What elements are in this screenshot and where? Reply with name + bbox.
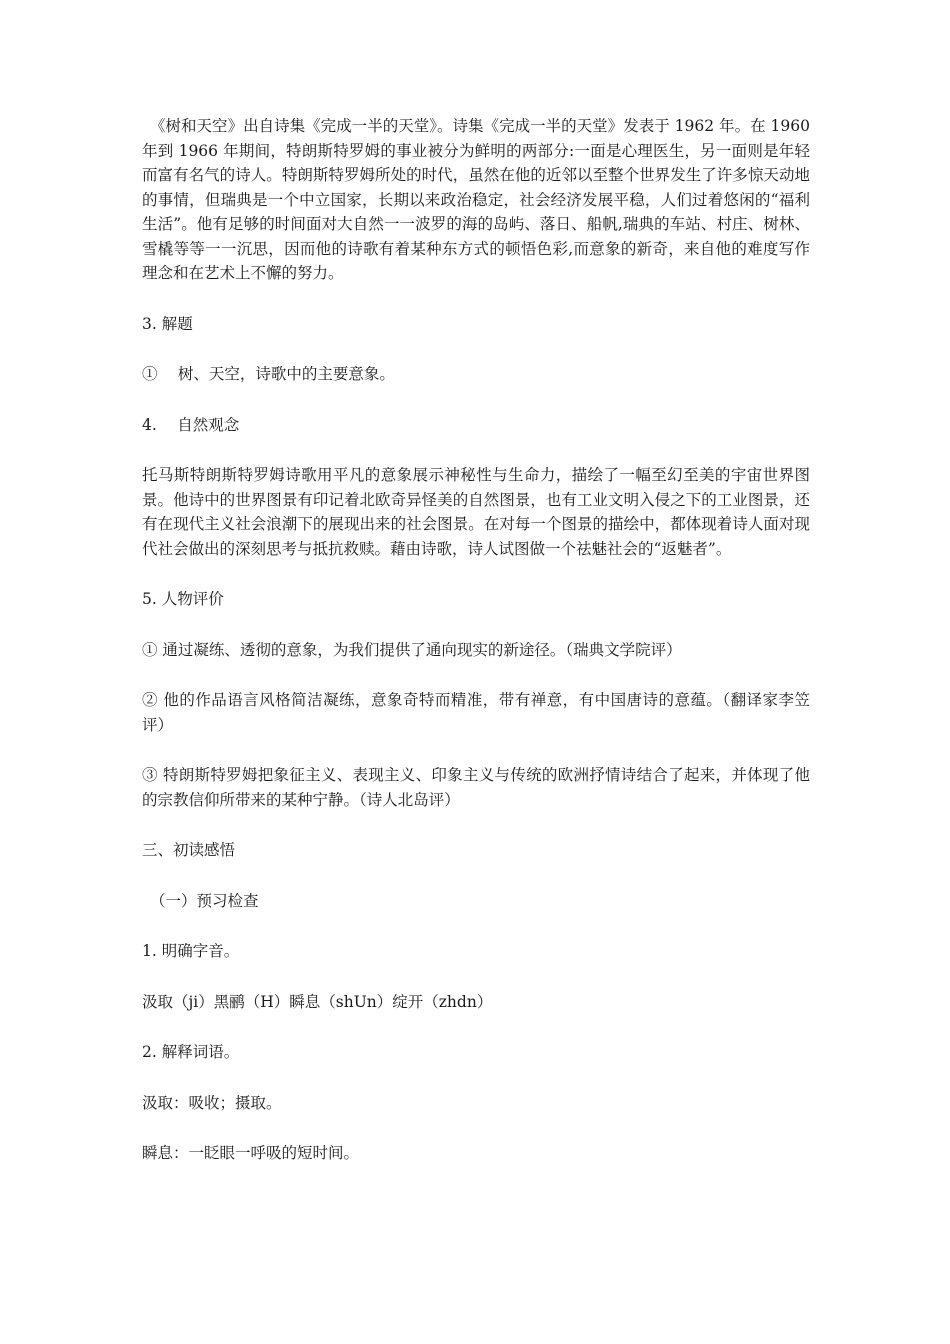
document-page [142, 114, 810, 1166]
subsection-item-heading: 1. 明确字音。 [142, 942, 240, 960]
subsection-item-heading: 2. 解释词语。 [142, 1043, 240, 1061]
subsection-heading: （一）预习检查 [150, 891, 259, 910]
intro-paragraph: 《树和天空》出自诗集《完成一半的天堂》。诗集《完成一半的天堂》发表于 1962 年。在 1960 年到 1966 年期间，特朗斯特罗姆的事业被分为鲜明的两部分:一面是心理医生，另一面则是年轻而富有名气的诗人。特朗斯特罗姆所处的时代，虽然在他的近邻以至整个世界发生了许多惊天动地的事情，但瑞典是一个中立国家，长期以来政治稳定，社会经济发展平稳，人们过着悠闲的“福利生活”。他有足够的时间面对大自然一一波罗的海的岛屿、落日、船帆,瑞典的车站、村庄、树林、雪橇等等一一沉思，因而他的诗歌有着某种东方式的顿悟色彩,而意象的新奇，来自他的难度写作理念和在艺术上不懈的努力。 [142, 117, 810, 282]
section-heading-5: 5. 人物评价 [142, 590, 224, 608]
section-heading-4: 4. 自然观念 [142, 415, 240, 434]
definition-line: 瞬息：一眨眼一呼吸的短时间。 [142, 1144, 360, 1162]
list-item: ② 他的作品语言风格简洁凝练，意象奇特而精准，带有禅意，有中国唐诗的意蕴。（翻译家李笠评） [142, 691, 810, 734]
list-item: ① 树、天空，诗歌中的主要意象。 [142, 365, 395, 383]
section-heading-3: 3. 解题 [142, 314, 193, 333]
nature-view-paragraph: 托马斯特朗斯特罗姆诗歌用平凡的意象展示神秘性与生命力，描绘了一幅至幻至美的宇宙世界图景。他诗中的世界图景有印记着北欧奇异怪美的自然图景，也有工业文明入侵之下的工业图景，还有在现代主义社会浪潮下的展现出来的社会图景。在对每一个图景的描绘中，都体现着诗人面对现代社会做出的深刻思考与抵抗救赎。藉由诗歌，诗人试图做一个祛魅社会的“返魅者”。 [142, 466, 810, 558]
list-item: ③ 特朗斯特罗姆把象征主义、表现主义、印象主义与传统的欧洲抒情诗结合了起来，并体现了他的宗教信仰所带来的某种宁静。（诗人北岛评） [142, 766, 810, 809]
chapter-heading: 三、初读感悟 [142, 841, 236, 859]
list-item: ① 通过凝练、透彻的意象，为我们提供了通向现实的新途径。（瑞典文学院评） [142, 640, 682, 659]
pronunciation-line: 汲取（ji）黑鹂（H）瞬息（shUn）绽开（zhdn） [142, 992, 493, 1011]
definition-line: 汲取：吸收；摄取。 [142, 1093, 282, 1112]
